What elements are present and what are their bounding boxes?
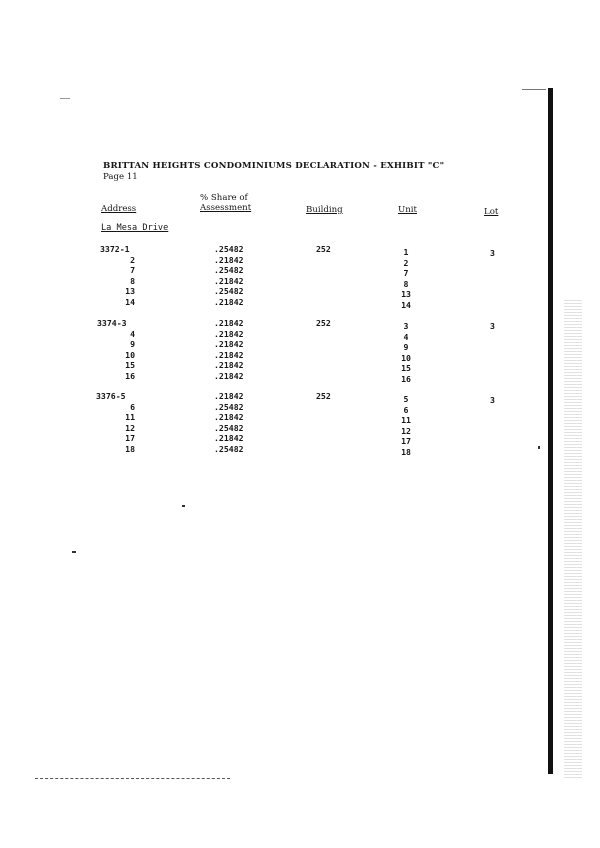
unit-cell: 1	[403, 247, 409, 257]
unit-cell: 11	[401, 415, 411, 425]
share-cell: .25482	[214, 286, 244, 296]
unit-cell: 12	[401, 425, 411, 436]
share-cell: .21842	[214, 328, 244, 339]
share-cell: .21842	[214, 391, 244, 401]
scan-footer-line	[35, 778, 230, 780]
share-cell: .21842	[214, 412, 244, 422]
address-cell: 7	[130, 265, 135, 275]
share-cell: .21842	[214, 275, 244, 286]
building-cell: 252	[316, 391, 331, 401]
column-header-share-line1: % Share of	[200, 193, 248, 203]
unit-cell: 16	[401, 373, 411, 384]
address-cell: 15	[125, 360, 135, 370]
unit-cell: 7	[403, 268, 409, 278]
unit-cell: 6	[403, 404, 409, 415]
address-cell: 13	[125, 286, 135, 296]
street-name: La Mesa Drive	[101, 223, 169, 233]
unit-cell: 2	[403, 257, 409, 268]
scan-speck	[60, 98, 70, 99]
address-cell: 8	[130, 275, 135, 286]
address-cell: 10	[125, 349, 135, 360]
scan-speck	[538, 446, 540, 449]
address-cell: 17	[125, 433, 135, 443]
unit-cell: 8	[403, 278, 409, 289]
lot-cell: 3	[490, 321, 495, 331]
scan-border-bar	[548, 88, 553, 774]
address-cell: 3376-5	[96, 391, 126, 401]
address-cell: 3374-3	[97, 318, 127, 328]
scan-speck	[72, 551, 76, 553]
address-cell: 4	[130, 328, 135, 339]
column-header-address: Address	[101, 204, 137, 214]
address-cell: 2	[130, 254, 135, 265]
address-cell: 11	[125, 412, 135, 422]
share-cell: .21842	[214, 370, 244, 381]
unit-cell: 13	[401, 289, 411, 299]
address-cell: 16	[125, 370, 135, 381]
unit-cell: 4	[403, 331, 409, 342]
unit-cell: 14	[401, 299, 411, 310]
address-cell: 12	[125, 422, 135, 433]
column-header-share-line2: Assessment	[200, 203, 252, 213]
share-cell: .21842	[214, 254, 244, 265]
unit-cell: 9	[403, 342, 409, 352]
column-header-share	[200, 193, 251, 213]
scan-speck	[182, 505, 185, 507]
share-cell: .25482	[214, 443, 244, 454]
document-title: BRITTAN HEIGHTS CONDOMINIUMS DECLARATION - EXHIBIT "C"	[103, 161, 445, 171]
share-cell: .21842	[214, 318, 244, 328]
scan-edge-noise	[564, 300, 582, 780]
share-cell: .21842	[214, 339, 244, 349]
address-cell: 9	[130, 339, 135, 349]
share-cell: .25482	[214, 265, 244, 275]
page-number: Page 11	[103, 172, 138, 182]
share-cell: .21842	[214, 349, 244, 360]
building-cell: 252	[316, 318, 331, 328]
share-cell: .25482	[214, 244, 244, 254]
share-cell: .25482	[214, 401, 244, 412]
share-cell: .21842	[214, 433, 244, 443]
column-header-unit: Unit	[398, 205, 417, 215]
share-cell: .25482	[214, 422, 244, 433]
unit-cell: 5	[403, 394, 409, 404]
unit-cell: 18	[401, 446, 411, 457]
scan-speck	[522, 89, 546, 90]
column-header-lot: Lot	[484, 207, 499, 217]
unit-cell: 10	[401, 352, 411, 363]
lot-cell: 3	[490, 395, 495, 405]
unit-cell: 15	[401, 363, 411, 373]
unit-cell: 3	[403, 321, 409, 331]
share-cell: .21842	[214, 360, 244, 370]
address-cell: 3372-1	[100, 244, 130, 254]
address-cell: 14	[125, 296, 135, 307]
lot-cell: 3	[490, 248, 495, 258]
unit-cell: 17	[401, 436, 411, 446]
column-header-building: Building	[306, 205, 343, 215]
address-cell: 18	[125, 443, 135, 454]
share-cell: .21842	[214, 296, 244, 307]
address-cell: 6	[130, 401, 135, 412]
building-cell: 252	[316, 244, 331, 254]
